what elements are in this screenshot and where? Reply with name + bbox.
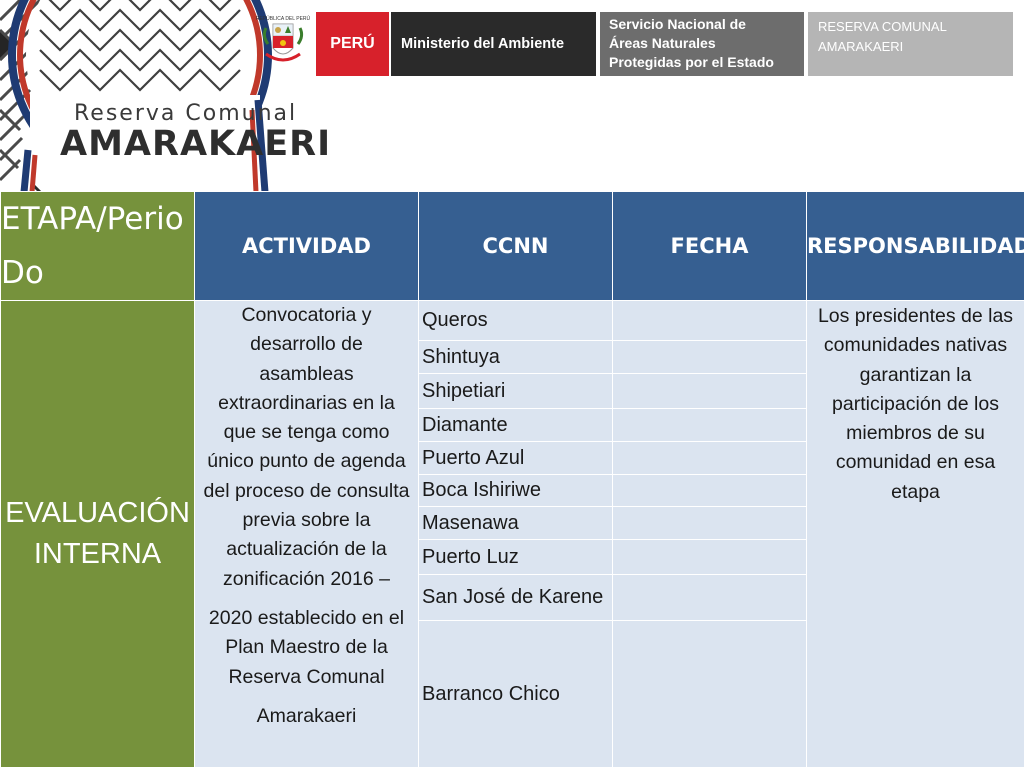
fecha-cell [613,507,807,540]
community-cell: Masenawa [419,507,613,540]
reserva-line: AMARAKAERI [818,39,904,54]
actividad-cell [195,301,419,768]
sernanp-line: Servicio Nacional de [609,16,746,32]
fecha-cell [613,575,807,621]
responsabilidad-line: participación de los [832,392,999,415]
etapa-cell [1,301,195,768]
table-row [1,301,1025,341]
community-cell: Queros [419,301,613,341]
actividad-line: único punto de agenda [207,450,406,473]
peru-coat-of-arms-icon [255,14,311,72]
header-responsabilidad: RESPONSABILIDAD [807,192,1025,301]
fecha-cell [613,540,807,575]
community-cell: Diamante [419,409,613,442]
community-cell: Puerto Azul [419,442,613,475]
responsabilidad-line: comunidad en esa [835,451,996,474]
header-etapa-line: ETAPA/Perio [1,201,184,237]
fecha-cell [613,442,807,475]
community-cell: Shipetiari [419,374,613,409]
peru-badge: PERÚ [316,12,389,76]
fecha-cell [613,301,807,341]
actividad-line: Convocatoria y [241,304,372,326]
community-cell: San José de Karene [419,575,613,621]
actividad-line: Reserva Comunal [228,665,385,688]
actividad-line: que se tenga como [223,421,390,444]
community-cell: Shintuya [419,341,613,374]
header-fecha: FECHA [613,192,807,301]
actividad-line: extraordinarias en la [218,391,395,414]
actividad-line: 2020 establecido en el [208,606,405,629]
actividad-line: previa sobre la [242,509,371,532]
fecha-cell [613,475,807,507]
fecha-cell [613,341,807,374]
actividad-line: del proceso de consulta [203,479,410,502]
shield-caption: REPÚBLICA DEL PERÚ [255,16,311,22]
responsabilidad-line: comunidades nativas [823,334,1008,357]
actividad-line: Plan Maestro de la [225,636,388,659]
responsabilidad-line: etapa [891,480,940,503]
actividad-line: Amarakaeri [256,704,357,727]
community-cell: Puerto Luz [419,540,613,575]
responsabilidad-line: garantizan la [859,363,972,386]
header-actividad: ACTIVIDAD [195,192,419,301]
community-cell: Boca Ishiriwe [419,475,613,507]
logo-title: AMARAKAERI [60,124,332,164]
sernanp-line: Áreas Naturales [609,35,716,51]
actividad-line: actualización de la [226,538,387,561]
responsabilidad-line: Los presidentes de las [817,305,1014,327]
logo-subtitle: Reserva Comunal [74,101,298,126]
community-cell: Barranco Chico [419,621,613,768]
fecha-cell [613,409,807,442]
ministry-badge: Ministerio del Ambiente [391,12,596,76]
reserva-line: RESERVA COMUNAL [818,19,947,34]
responsabilidad-cell [807,301,1025,768]
actividad-line: zonificación 2016 – [223,567,390,590]
fecha-cell [613,374,807,409]
sernanp-badge [600,12,804,76]
sernanp-line: Protegidas por el Estado [609,54,774,70]
etapa-line: EVALUACIÓN [5,497,190,529]
table-header-row [1,192,1025,301]
actividad-line: desarrollo de [250,333,363,356]
header-ccnn: CCNN [419,192,613,301]
fecha-cell [613,621,807,768]
reserva-badge [808,12,1013,76]
consultation-table [0,191,1031,768]
actividad-line: asambleas [259,362,354,385]
header-etapa [1,192,195,301]
header-etapa-line: Do [1,255,44,291]
responsabilidad-line: miembros de su [846,422,985,445]
etapa-line: INTERNA [33,538,162,570]
